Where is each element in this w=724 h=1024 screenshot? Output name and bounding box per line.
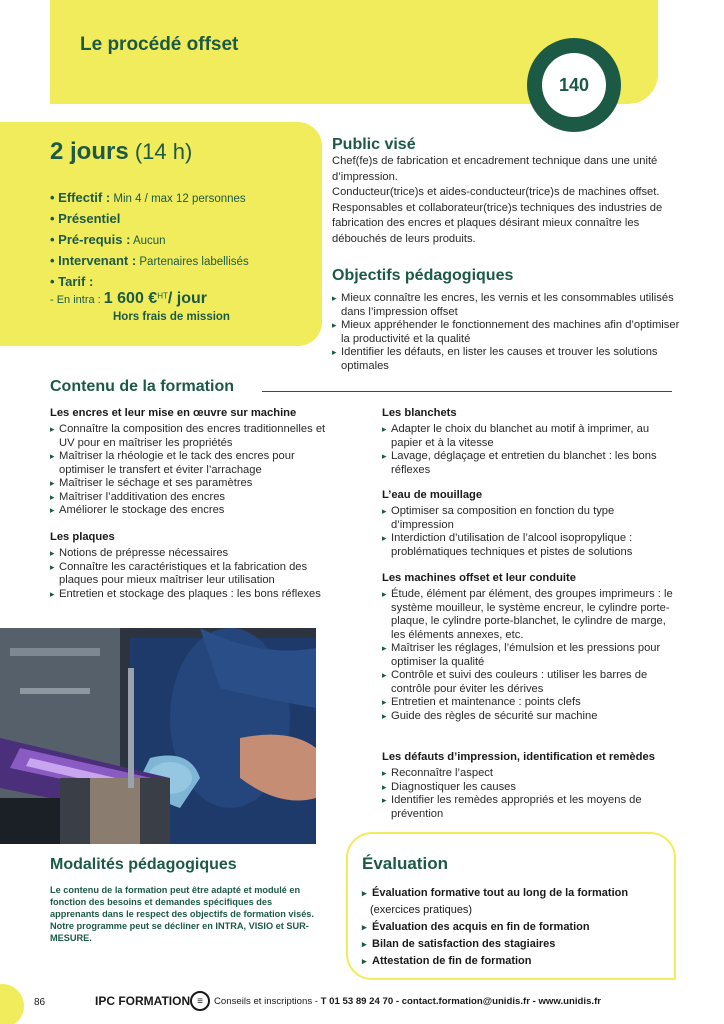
price-amount: 1 600 € [103,290,158,307]
list-item: ▸ Connaître les caractéristiques et la fabrication des plaques pour mieux maîtriser leur utilisation [50,561,342,588]
prerequis-label: • Pré-requis : [50,232,131,247]
section-list [382,767,680,821]
tarif-label: • Tarif : [50,274,94,289]
public-paragraph: Responsables et collaborateur(trice)s techniques des industries de fabrication des encres et plaques désirant mieux connaître les débouchés de leurs produits. [332,201,663,245]
effectif-value: Min 4 / max 12 personnes [110,193,246,205]
list-item: ▸ Bilan de satisfaction des stagiaires [362,936,628,953]
list-item: ▸ Adapter le choix du blanchet au motif à imprimer, au papier et à la vitesse [382,423,680,450]
footer-brand: IPC FORMATION [95,994,191,1008]
contact-phone: T 01 53 89 24 70 [320,996,394,1007]
section-list [50,423,342,518]
duration-days: 2 jours [50,138,129,165]
section-title: Les machines offset et leur conduite [382,572,576,584]
list-item: ▸ Optimiser sa composition en fonction du type d’impression [382,505,680,532]
ipc-logo-icon: ≡ [190,991,210,1011]
contact-email[interactable]: - contact.formation@unidis.fr [393,996,530,1007]
modalites-heading: Modalités pédagogiques [50,856,237,873]
section-title: Les blanchets [382,407,457,419]
price-line [50,290,207,308]
list-item: ▸ Reconnaître l’aspect [382,767,680,781]
duration-hours: (14 h) [128,139,193,164]
evaluation-heading: Évaluation [362,854,448,873]
presentiel-label: • Présentiel [50,211,121,226]
printing-press-photo [0,628,316,844]
duration [50,138,192,166]
list-item: ▸ Maîtriser les réglages, l’émulsion et les pressions pour optimiser la qualité [382,642,680,669]
list-item: ▸ Évaluation formative tout au long de la formation [362,885,628,902]
effectif-label: • Effectif : [50,190,111,205]
section-title: Les plaques [50,531,115,543]
evaluation-list [362,885,628,970]
page-corner-decoration [0,984,24,1024]
list-item: ▸ Identifier les remèdes appropriés et les moyens de prévention [382,794,680,821]
objectifs-list [332,292,680,373]
prerequis-line [50,232,166,247]
section-list [382,423,680,477]
price-note: Hors frais de mission [113,311,230,323]
section-title: Les encres et leur mise en œuvre sur machine [50,407,297,419]
list-item: ▸ Mieux connaître les encres, les vernis et les consommables utilisés dans l’impression offset [332,292,680,319]
intervenant-label: • Intervenant : [50,253,137,268]
section-title: Les défauts d’impression, identification et remèdes [382,751,655,763]
tarif-line [50,274,93,289]
list-item: ▸ Guide des règles de sécurité sur machine [382,710,680,724]
list-item: ▸ Contrôle et suivi des couleurs : utiliser les barres de contrôle pour éviter les dérives [382,669,680,696]
contact-website[interactable]: - www.unidis.fr [529,996,602,1007]
presentiel-line [50,211,120,226]
list-item: ▸ Notions de prépresse nécessaires [50,547,342,561]
list-item: ▸ Attestation de fin de formation [362,953,628,970]
list-item: ▸ Évaluation des acquis en fin de formation [362,919,628,936]
contact-prefix: Conseils et inscriptions - [214,996,321,1007]
section-list [382,588,680,723]
page-title: Le procédé offset [80,34,239,55]
effectif-line [50,190,246,205]
price-prefix: - En intra : [50,294,104,306]
list-item: ▸ Mieux appréhender le fonctionnement des machines afin d’optimiser la productivité et la qualité [332,319,680,346]
prerequis-value: Aucun [130,235,166,247]
photo-illustration [0,628,316,844]
list-item: ▸ Maîtriser l’additivation des encres [50,491,342,505]
list-item: ▸ Améliorer le stockage des encres [50,504,342,518]
section-divider [262,391,672,392]
public-text [332,154,680,247]
contenu-heading: Contenu de la formation [50,378,234,395]
list-item: ▸ Lavage, déglaçage et entretien du blanchet : les bons réflexes [382,450,680,477]
list-item: ▸ Étude, élément par élément, des groupes imprimeurs : le système mouilleur, le système encreur, le cylindre porte-plaque, le cylindre porte-blanchet, le cylindre de marge, les éléments annexes, etc. [382,588,680,642]
list-item: ▸ Entretien et maintenance : points clefs [382,696,680,710]
intervenant-line [50,253,249,268]
page-number: 86 [34,997,46,1008]
list-item: ▸ Connaître la composition des encres traditionnelles et UV pour en maîtriser les propriétés [50,423,342,450]
section-list [50,547,342,601]
list-item: ▸ Diagnostiquer les causes [382,781,680,795]
footer-contact [214,996,601,1007]
modalites-text: Le contenu de la formation peut être adapté et modulé en fonction des besoins et demandes spécifiques des apprenants dans le respect des objectifs de formation visés. Notre programme peut se décliner en INTRA, VISIO et SUR-MESURE. [50,885,314,943]
list-item: ▸ Maîtriser le séchage et ses paramètres [50,477,342,491]
objectifs-heading: Objectifs pédagogiques [332,267,514,284]
list-item: ▸ Interdiction d’utilisation de l’alcool isopropylique : problématiques techniques et pistes de solutions [382,532,680,559]
price-unit: / jour [167,290,207,307]
section-title: L’eau de mouillage [382,489,483,501]
list-item: (exercices pratiques) [370,904,473,916]
public-heading: Public visé [332,136,416,153]
course-code: 140 [542,53,606,117]
intervenant-value: Partenaires labellisés [136,256,249,268]
list-item: ▸ Identifier les défauts, en lister les causes et trouver les solutions optimales [332,346,680,373]
section-list [382,505,680,559]
public-paragraph: Chef(fe)s de fabrication et encadrement technique dans une unité d’impression. [332,155,658,183]
list-item: ▸ Entretien et stockage des plaques : les bons réflexes [50,588,342,602]
price-ht: HT [157,291,168,301]
public-paragraph: Conducteur(trice)s et aides-conducteur(trice)s de machines offset. [332,186,660,198]
list-item: ▸ Maîtriser la rhéologie et le tack des encres pour optimiser le transfert et éviter l’arrachage [50,450,342,477]
